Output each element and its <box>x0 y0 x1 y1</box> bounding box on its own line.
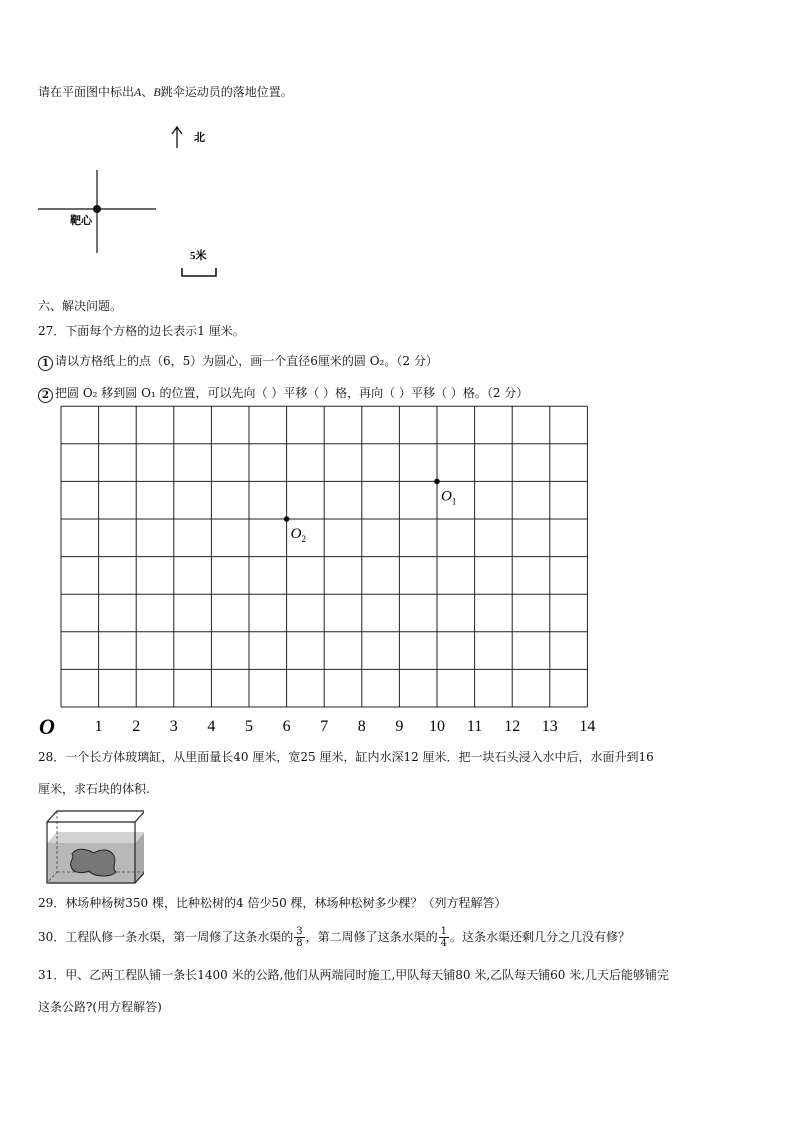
q27-sub1: 1 请以方格纸上的点（6，5）为圆心，画一个直径6厘米的圆 O₂。（2 分） <box>38 353 438 371</box>
q31-line2: 这条公路?(用方程解答) <box>38 1000 162 1014</box>
fraction-1-4: $\frac{1}{4}$ <box>440 926 448 949</box>
origin-label: O <box>39 714 55 739</box>
x-tick-label: 12 <box>504 718 521 735</box>
q27-grid <box>30 405 620 740</box>
north-label: 北 <box>194 132 205 144</box>
x-tick-label: 4 <box>207 718 216 735</box>
point-label-o2: $O_2$ <box>290 526 306 544</box>
x-tick-label: 6 <box>282 718 291 735</box>
scale-bar <box>182 268 216 276</box>
circled-number-1: 1 <box>38 356 53 371</box>
q31-line1: 31．甲、乙两工程队铺一条长1400 米的公路,他们从两端同时施工,甲队每天铺80 米,乙队每天铺60 米,几天后能够铺完 <box>38 968 670 982</box>
q30-text: 30．工程队修一条水渠，第一周修了这条水渠的 $\frac{3}{8}$ ，第二周修了这条水渠的 $\frac{1}{4}$ 。这条水渠还剩几分之几没有修？ <box>38 926 631 949</box>
x-tick-label: 7 <box>320 718 329 735</box>
q28-line2: 厘米，求石块的体积. <box>38 782 150 796</box>
fraction-3-8: $\frac{3}{8}$ <box>296 926 303 949</box>
x-tick-label: 14 <box>579 718 596 735</box>
point-o2 <box>284 516 290 522</box>
q27-text: 27．下面每个方格的边长表示1 厘米。 <box>38 324 245 338</box>
north-arrow <box>172 127 182 148</box>
x-tick-label: 13 <box>541 718 558 735</box>
x-tick-label: 1 <box>94 718 103 735</box>
q26-instruction: 请在平面图中标出A、B跳伞运动员的落地位置。 <box>38 85 293 99</box>
section-heading: 六、解决问题。 <box>38 299 123 313</box>
x-tick-label: 11 <box>466 718 483 735</box>
target-label: 靶心 <box>70 215 92 227</box>
point-label-o1: $O_1$ <box>441 488 457 507</box>
x-tick-label: 8 <box>357 718 366 735</box>
x-tick-label: 2 <box>132 718 141 735</box>
circled-number-2: 2 <box>38 388 53 403</box>
q28-line1: 28．一个长方体玻璃缸，从里面量长40 厘米，宽25 厘米，缸内水深12 厘米．把一块石头浸入水中后，水面升到16 <box>38 750 654 764</box>
x-tick-label: 9 <box>395 718 404 735</box>
q29-text: 29．林场种杨树350 棵，比种松树的4 倍少50 棵，林场种松树多少棵？（列方程解答） <box>38 896 507 910</box>
target-dot <box>93 205 101 213</box>
x-tick-label: 10 <box>429 718 445 735</box>
stone-shape <box>71 849 116 876</box>
point-o1 <box>434 479 440 485</box>
scale-label: 5米 <box>190 250 207 262</box>
x-tick-label: 3 <box>169 718 178 735</box>
tank-water-top <box>47 832 144 843</box>
fish-tank-illustration <box>44 806 144 886</box>
x-tick-label: 5 <box>245 718 253 735</box>
q26-diagram <box>30 118 230 293</box>
q27-sub2: 2 把圆 O₂ 移到圆 O₁ 的位置，可以先向（ ）平移（ ）格，再向（ ）平移（ ）格。（2 分） <box>38 385 528 403</box>
